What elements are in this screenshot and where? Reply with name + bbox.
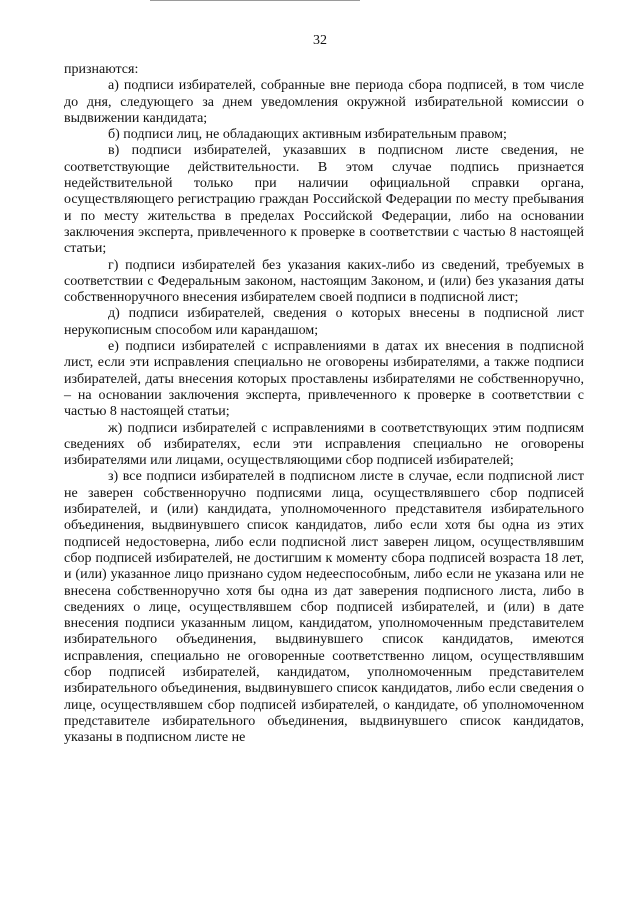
paragraph: признаются:	[64, 62, 139, 77]
paragraph: в) подписи избирателей, указавших в подписном листе сведения, не соответствующие действительности. В этом случае подпись признается недействительной только при наличии официальной справки органа, осуществляющего регистрацию граждан Российской Федерации по месту пребывания и по месту жительства в пределах Российской Федерации, либо на основании заключения эксперта, привлеченного к проверке в соответствии с частью 8 настоящей статьи;	[64, 143, 584, 257]
paragraph: е) подписи избирателей с исправлениями в датах их внесения в подписной лист, если эти исправления специально не оговорены избирателями, а также подписи избирателей, даты внесения которых проставлены избирателями не собственноручно, – на основании заключения эксперта, привлеченного к проверке в соответствии с частью 8 настоящей статьи;	[64, 339, 584, 420]
paragraph: з) все подписи избирателей в подписном листе в случае, если подписной лист не заверен собственноручно подписями лица, осуществлявшего сбор подписей избирателей, и (или) кандидата, уполномоченного представителя избирательного объединения, выдвинувшего список кандидатов, либо если хотя бы одна из этих подписей недостоверна, либо если подписной лист заверен лицом, осуществлявшим сбор подписей избирателей, не достигшим к моменту сбора подписей возраста 18 лет, и (или) указанное лицо признано судом недееспособным, либо если не указана или не внесена собственноручно хотя бы одна из дат заверения подписного листа, либо в сведениях о лице, осуществлявшем сбор подписей избирателей, и (или) в дате внесения подписи указанным лицом, кандидатом, уполномоченным представителем избирательного объединения, выдвинувшего список кандидатов, имеются исправления, специально не оговоренные соответственно лицом, осуществлявшим сбор подписей избирателей, кандидатом, уполномоченным представителем избирательного объединения, выдвинувшего список кандидатов, либо если сведения о лице, осуществлявшем сбор подписей избирателей, о кандидате, об уполномоченном представителе избирательного объединения, выдвинувшего список кандидатов, указаны в подписном листе не	[64, 469, 584, 746]
paragraph: б) подписи лиц, не обладающих активным избирательным правом;	[108, 127, 507, 143]
top-border-line	[150, 0, 360, 1]
paragraph: г) подписи избирателей без указания каких-либо из сведений, требуемых в соответствии с Федеральным законом, настоящим Законом, и (или) без указания даты собственноручного внесения избирателем своей подписи в подписной лист;	[64, 257, 584, 306]
page-number: 32	[313, 33, 327, 48]
document-body	[64, 62, 584, 746]
paragraph: д) подписи избирателей, сведения о которых внесены в подписной лист нерукописным способом или карандашом;	[64, 306, 584, 338]
paragraph: ж) подписи избирателей с исправлениями в соответствующих этим подписям сведениях об избирателях, если эти исправления специально не оговорены избирателями или лицами, осуществляющими сбор подписей избирателей;	[64, 420, 584, 469]
paragraph: а) подписи избирателей, собранные вне периода сбора подписей, в том числе до дня, следующего за днем уведомления окружной избирательной комиссии о выдвижении кандидата;	[64, 78, 584, 126]
